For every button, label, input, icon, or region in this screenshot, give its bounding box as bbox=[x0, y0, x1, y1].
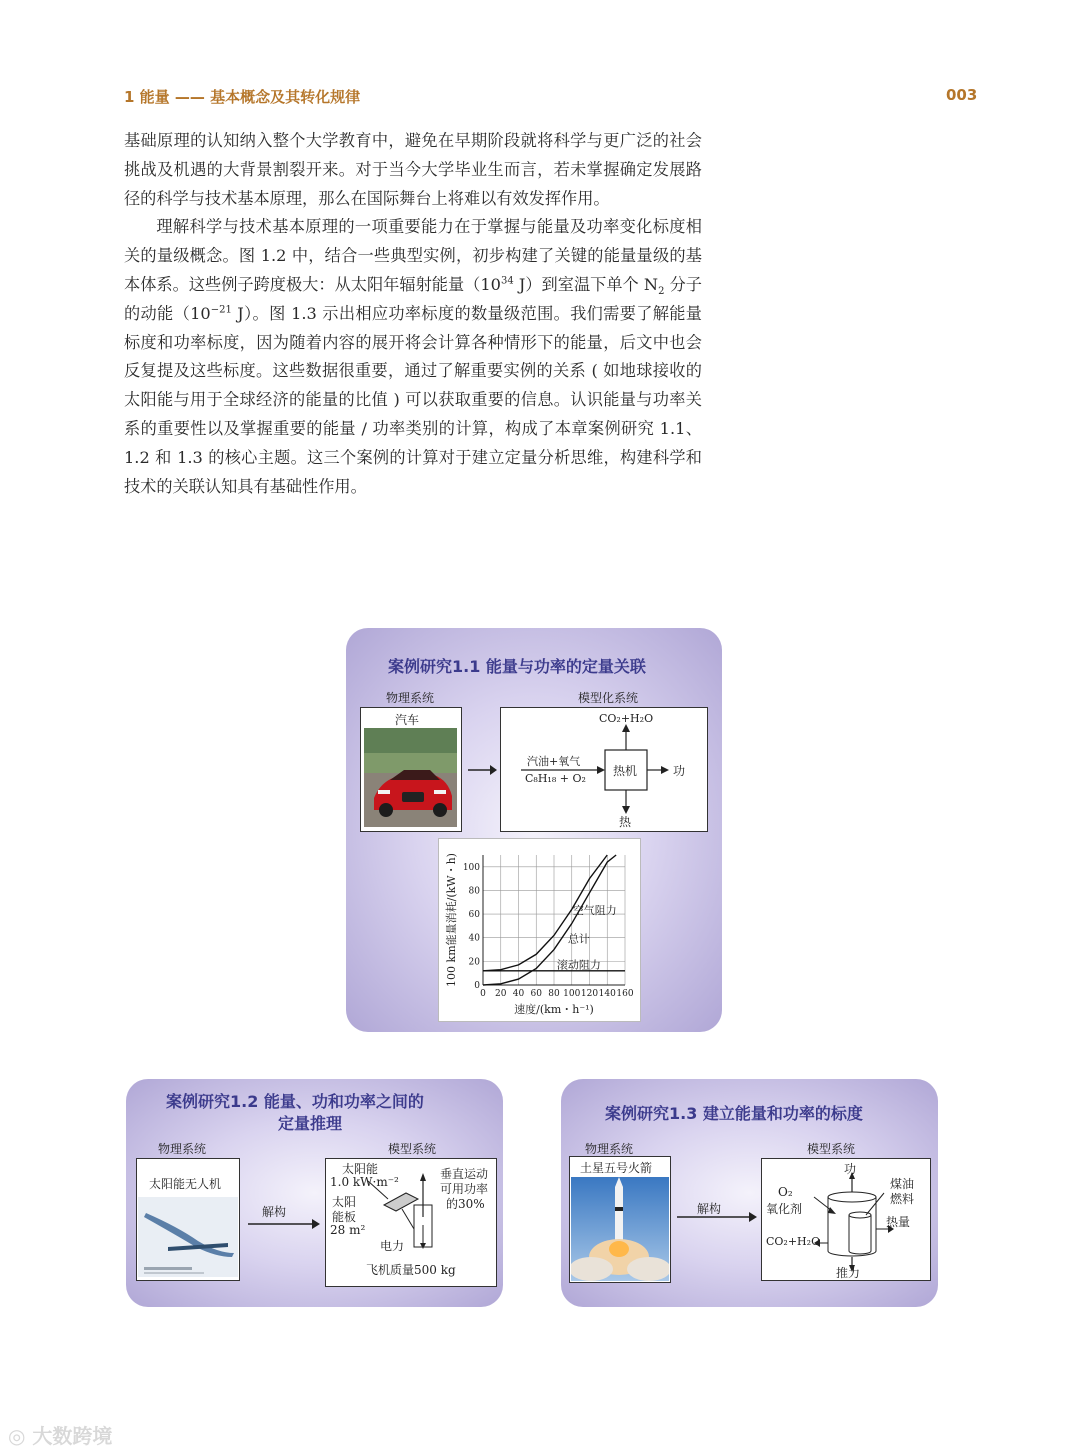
drone-model-frame bbox=[325, 1158, 497, 1287]
paragraph-2: 理解科学与技术基本原理的一项重要能力在于掌握与能量及功率变化标度相关的量级概念。图 1.2 中，结合一些典型实例，初步构建了关键的能量量级的基本体系。这些例子跨度极大：从太阳年辐射能量（$10^{34}$ J）到室温下单个 $N_2$ 分子的动能（$10^{-21}$ J）。图 1.3 示出相应功率标度的数量级范围。我们需要了解能量标度和功率标度，因为随着内容的展开将会计算各种情形下的能量，后文中也会反复提及这些标度。这些数据很重要，通过了解重要实例的关系 ( 如地球接收的太阳能与用于全球经济的能量的比值 ) 可以获取重要的信息。认识能量与功率关系的重要性以及掌握重要的能量 / 功率类别的计算，构成了本章案例研究 1.1、1.2 和 1.3 的核心主题。这三个案例的计算对于建立定量分析思维，构建科学和技术的关联认知具有基础性作用。 bbox=[124, 217, 702, 496]
engine-label: 热机 bbox=[613, 764, 638, 778]
model-system-label-3: 模型系统 bbox=[807, 1142, 856, 1156]
deconstruct-label-2: 解构 bbox=[262, 1205, 287, 1219]
engine-output-work: 功 bbox=[673, 764, 686, 778]
engine-model-frame bbox=[500, 707, 708, 832]
physical-system-label: 物理系统 bbox=[386, 691, 435, 705]
page-number: 003 bbox=[946, 86, 978, 104]
chart-x-tick-1: 20 bbox=[495, 989, 507, 999]
solar-energy-label: 太阳能 bbox=[342, 1162, 379, 1176]
engine-input-line1: 汽油+氧气 bbox=[527, 755, 581, 768]
case-study-1-1-card bbox=[346, 628, 722, 1032]
engine-input-line2: C₈H₁₈ + O₂ bbox=[525, 772, 586, 785]
fuel-line2: 燃料 bbox=[890, 1192, 915, 1206]
engine-output-heat: 热 bbox=[619, 815, 632, 829]
heat-label: 热量 bbox=[886, 1215, 911, 1229]
deconstruct-arrow-3 bbox=[675, 1210, 759, 1224]
aircraft-mass-label: 飞机质量500 kg bbox=[366, 1263, 456, 1277]
oxidizer-line1: O₂ bbox=[778, 1185, 793, 1199]
case-study-1-3-title: 案例研究1.3 建立能量和功率的标度 bbox=[605, 1104, 863, 1123]
watermark-icon: ◎ bbox=[8, 1424, 33, 1448]
vertical-motion-line3: 的30% bbox=[446, 1197, 485, 1211]
rocket-photo bbox=[571, 1177, 669, 1281]
chart-x-tick-7: 140 bbox=[598, 989, 616, 999]
physical-system-label-3: 物理系统 bbox=[585, 1142, 634, 1156]
chart-y-tick-1: 20 bbox=[468, 957, 480, 968]
vertical-motion-line1: 垂直运动 bbox=[440, 1167, 489, 1181]
case-study-1-2-card bbox=[126, 1079, 503, 1307]
chapter-header: 1 能量 —— 基本概念及其转化规律 bbox=[124, 88, 361, 106]
deconstruct-arrow-2 bbox=[246, 1217, 322, 1231]
drone-photo-frame bbox=[136, 1158, 240, 1281]
body-text bbox=[124, 127, 702, 501]
panel-area-label: 28 m² bbox=[330, 1223, 366, 1237]
chart-y-tick-2: 40 bbox=[468, 933, 480, 944]
physical-system-label-2: 物理系统 bbox=[158, 1142, 207, 1156]
oxidizer-line2: 氧化剂 bbox=[766, 1202, 803, 1216]
paragraph-1: 基础原理的认知纳入整个大学教育中，避免在早期阶段就将科学与更广泛的社会挑战及机遇的大背景割裂开来。对于当今大学毕业生而言，若未掌握确定发展路径的科学与技术基本原理，那么在国际舞台上将难以有效发挥作用。 bbox=[124, 131, 702, 208]
energy-consumption-chart bbox=[439, 839, 640, 1021]
model-system-label-2: 模型系统 bbox=[388, 1142, 437, 1156]
chart-x-tick-3: 60 bbox=[530, 989, 542, 999]
engine-output-top: CO₂+H₂O bbox=[599, 712, 654, 725]
chart-y-tick-3: 60 bbox=[468, 910, 480, 921]
work-label: 功 bbox=[844, 1162, 857, 1176]
chart-series-label-0: 总计 bbox=[567, 932, 590, 946]
energy-chart-frame bbox=[438, 838, 641, 1022]
chart-y-tick-5: 100 bbox=[462, 862, 480, 873]
drone-caption: 太阳能无人机 bbox=[149, 1177, 222, 1191]
chart-x-label: 速度/(km・h⁻¹) bbox=[514, 1003, 594, 1016]
case-study-1-2-title-line1: 案例研究1.2 能量、功和功率之间的 bbox=[166, 1092, 424, 1111]
chart-x-tick-6: 120 bbox=[580, 989, 599, 999]
rocket-model-frame bbox=[761, 1158, 931, 1281]
drone-photo bbox=[138, 1197, 238, 1277]
chart-series-label-1: 空气阻力 bbox=[572, 904, 617, 918]
panel-label-1: 太阳 bbox=[332, 1195, 357, 1209]
chart-x-tick-5: 100 bbox=[563, 989, 581, 999]
chart-y-label: 100 km能量消耗/(kW・h) bbox=[445, 853, 458, 987]
chart-x-tick-4: 80 bbox=[548, 989, 560, 999]
chart-x-tick-2: 40 bbox=[512, 989, 525, 999]
model-system-label: 模型化系统 bbox=[578, 691, 639, 705]
car-caption: 汽车 bbox=[395, 713, 420, 727]
vertical-motion-line2: 可用功率 bbox=[440, 1182, 489, 1196]
case-study-1-3-card bbox=[561, 1079, 938, 1307]
car-photo bbox=[364, 728, 457, 827]
irradiance-label: 1.0 kW·m⁻² bbox=[330, 1175, 399, 1189]
chart-x-tick-8: 160 bbox=[616, 989, 634, 999]
panel-label-2: 能板 bbox=[332, 1210, 357, 1224]
rocket-caption: 土星五号火箭 bbox=[580, 1161, 653, 1175]
case-study-1-1-title: 案例研究1.1 能量与功率的定量关联 bbox=[388, 657, 646, 676]
deconstruct-arrow bbox=[466, 762, 498, 778]
products-label: CO₂+H₂O bbox=[766, 1235, 821, 1248]
case-study-1-2-title-line2: 定量推理 bbox=[278, 1114, 343, 1133]
deconstruct-label-3: 解构 bbox=[697, 1202, 722, 1216]
electric-label: 电力 bbox=[380, 1239, 405, 1253]
chart-x-tick-0: 0 bbox=[480, 989, 486, 999]
car-photo-frame bbox=[360, 707, 462, 832]
thrust-label: 推力 bbox=[836, 1266, 861, 1280]
rocket-photo-frame bbox=[569, 1156, 671, 1283]
chart-y-tick-4: 80 bbox=[468, 886, 480, 897]
chart-series-label-2: 滚动阻力 bbox=[556, 958, 601, 972]
fuel-line1: 煤油 bbox=[890, 1177, 915, 1191]
chart-y-tick-0: 0 bbox=[474, 981, 480, 991]
watermark: ◎ 大数跨境 bbox=[8, 1424, 113, 1448]
